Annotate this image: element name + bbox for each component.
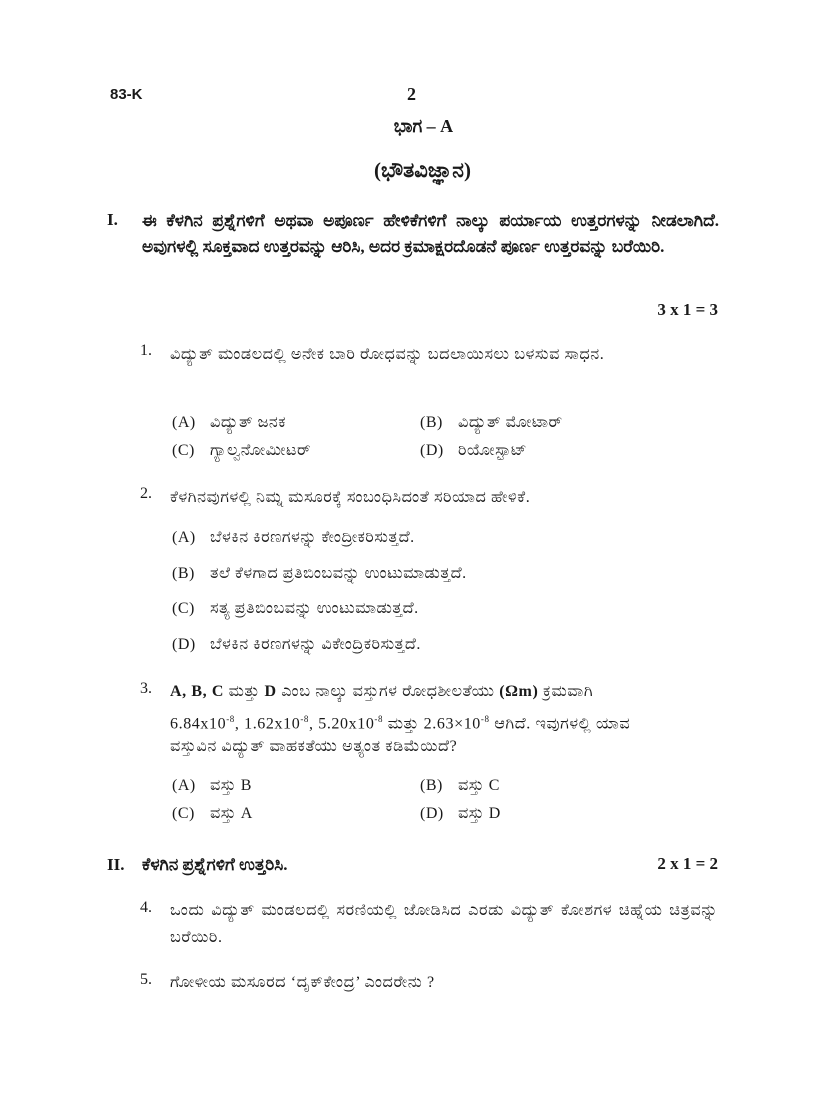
page-number: 2 — [407, 84, 416, 104]
question-number: 4. — [140, 899, 152, 916]
option-label: (B) — [420, 414, 443, 431]
exponent: -8 — [480, 714, 490, 724]
option-label: (C) — [172, 805, 195, 822]
paper-code: 83-K — [110, 86, 143, 103]
section-marks: 3 x 1 = 3 — [657, 300, 718, 319]
option-c — [172, 600, 419, 618]
option-label: (B) — [420, 777, 443, 794]
resistivity-value: 1.62x10 — [244, 715, 301, 733]
option-label: (C) — [172, 442, 195, 459]
resistivity-value: 2.63×10 — [423, 715, 481, 733]
option-c — [172, 805, 253, 823]
text-fragment: ಮತ್ತು — [383, 715, 424, 733]
text-fragment: ಕ್ರಮವಾಗಿ — [538, 683, 594, 700]
exponent: -8 — [300, 714, 310, 724]
question-number: 5. — [140, 971, 152, 988]
section-instructions: ಕೆಳಗಿನ ಪ್ರಶ್ನೆಗಳಿಗೆ ಉತ್ತರಿಸಿ. — [142, 855, 288, 874]
subject-heading: (ಭೌತವಿಜ್ಞಾನ) — [374, 158, 471, 182]
unit-ohm-metre: (Ωm) — [499, 683, 539, 700]
option-text: ವಸ್ತು A — [210, 805, 253, 822]
option-label: (D) — [172, 636, 196, 653]
option-c — [172, 442, 311, 460]
option-label: (A) — [172, 777, 196, 794]
option-text: ವಸ್ತು D — [458, 805, 501, 822]
question-text: ಗೋಳೀಯ ಮಸೂರದ ‘ದೃಕ್‌ಕೇಂದ್ರ’ ಎಂದರೇನು ? — [170, 974, 435, 991]
option-text: ಬೆಳಕಿನ ಕಿರಣಗಳನ್ನು ಕೇಂದ್ರೀಕರಿಸುತ್ತದೆ. — [210, 529, 415, 546]
exponent: -8 — [226, 714, 235, 724]
separator: , — [234, 715, 245, 733]
option-d — [420, 442, 527, 460]
text-fragment: ಎಂಬ ನಾಲ್ಕು ವಸ್ತುಗಳ ರೋಧಶೀಲತೆಯು — [276, 683, 500, 700]
section-number: II. — [107, 855, 125, 874]
question-text: ಕೆಳಗಿನವುಗಳಲ್ಲಿ ನಿಮ್ನ ಮಸೂರಕ್ಕೆ ಸಂಬಂಧಿಸಿದಂತೆ ಸರಿಯಾದ ಹೇಳಿಕೆ. — [170, 489, 531, 506]
option-label: (A) — [172, 414, 196, 431]
question-text: ಒಂದು ವಿದ್ಯುತ್ ಮಂಡಲದಲ್ಲಿ ಸರಣಿಯಲ್ಲಿ ಜೋಡಿಸಿದ ಎರಡು ವಿದ್ಯುತ್ ಕೋಶಗಳ ಚಿಹ್ನೆಯ ಚಿತ್ರವನ್ನು ಬರೆಯಿರಿ. — [170, 902, 718, 946]
question-number: 1. — [140, 342, 152, 359]
question-text: ವಿದ್ಯುತ್ ಮಂಡಲದಲ್ಲಿ ಅನೇಕ ಬಾರಿ ರೋಧವನ್ನು ಬದಲಾಯಿಸಲು ಬಳಸುವ ಸಾಧನ. — [170, 346, 605, 363]
question-number: 3. — [140, 680, 152, 697]
exponent: -8 — [374, 714, 384, 724]
option-text: ವಸ್ತು B — [210, 777, 252, 794]
option-b — [420, 414, 563, 432]
option-text: ಬೆಳಕಿನ ಕಿರಣಗಳನ್ನು ವಿಕೇಂದ್ರಿಕರಿಸುತ್ತದೆ. — [210, 636, 421, 653]
part-heading: ಭಾಗ – A — [393, 116, 454, 136]
section-instructions: ಈ ಕೆಳಗಿನ ಪ್ರಶ್ನೆಗಳಿಗೆ ಅಥವಾ ಅಪೂರ್ಣ ಹೇಳಿಕೆಗಳಿಗೆ ನಾಲ್ಕು ಪರ್ಯಾಯ ಉತ್ತರಗಳನ್ನು ನೀಡಲಾಗಿದೆ. ಅವುಗಳಲ್ಲಿ ಸೂಕ್ತವಾದ ಉತ್ತರವನ್ನು ಆರಿಸಿ, ಅದರ ಕ್ರಮಾಕ್ಷರದೊಡನೆ ಪೂರ್ಣ ಉತ್ತರವನ್ನು ಬರೆಯಿರಿ. — [142, 211, 719, 256]
option-d — [420, 805, 501, 823]
object-d: D — [264, 683, 277, 700]
section-marks: 2 x 1 = 2 — [657, 854, 718, 873]
option-text: ವಸ್ತು C — [458, 777, 500, 794]
option-text: ತಲೆ ಕೆಳಗಾದ ಪ್ರತಿಬಿಂಬವನ್ನು ಉಂಟುಮಾಡುತ್ತದೆ. — [210, 565, 467, 582]
option-a — [172, 529, 415, 547]
option-label: (D) — [420, 805, 444, 822]
text-fragment: ಆಗಿದೆ. ಇವುಗಳಲ್ಲಿ ಯಾವ — [489, 715, 631, 733]
option-label: (B) — [172, 565, 195, 582]
option-text: ವಿದ್ಯುತ್ ಮೋಟಾರ್ — [458, 414, 563, 431]
objects-abc: A, B, C — [170, 683, 224, 700]
resistivity-value: 5.20x10 — [318, 715, 375, 733]
option-b — [172, 565, 467, 583]
option-text: ವಿದ್ಯುತ್ ಜನಕ — [210, 414, 286, 431]
option-b — [420, 777, 500, 795]
option-a — [172, 414, 286, 432]
separator: , — [309, 715, 319, 733]
section-number: I. — [107, 210, 118, 229]
option-text: ಗ್ಯಾಲ್ವನೋಮೀಟರ್ — [210, 442, 312, 459]
question-text-line-3: ವಸ್ತುವಿನ ವಿದ್ಯುತ್ ವಾಹಕತೆಯು ಅತ್ಯಂತ ಕಡಿಮೆಯಿದೆ? — [170, 738, 458, 755]
text-fragment: ಮತ್ತು — [223, 683, 265, 700]
option-text: ಸತ್ಯ ಪ್ರತಿಬಿಂಬವನ್ನು ಉಂಟುಮಾಡುತ್ತದೆ. — [210, 600, 419, 617]
question-text-line-1 — [170, 678, 718, 705]
option-label: (D) — [420, 442, 444, 459]
option-d — [172, 636, 421, 654]
option-label: (A) — [172, 529, 196, 546]
option-a — [172, 777, 252, 795]
option-text: ರಿಯೋಸ್ಟಾಟ್ — [458, 442, 528, 459]
option-label: (C) — [172, 600, 195, 617]
question-number: 2. — [140, 485, 152, 502]
resistivity-value: 6.84x10 — [170, 715, 227, 733]
